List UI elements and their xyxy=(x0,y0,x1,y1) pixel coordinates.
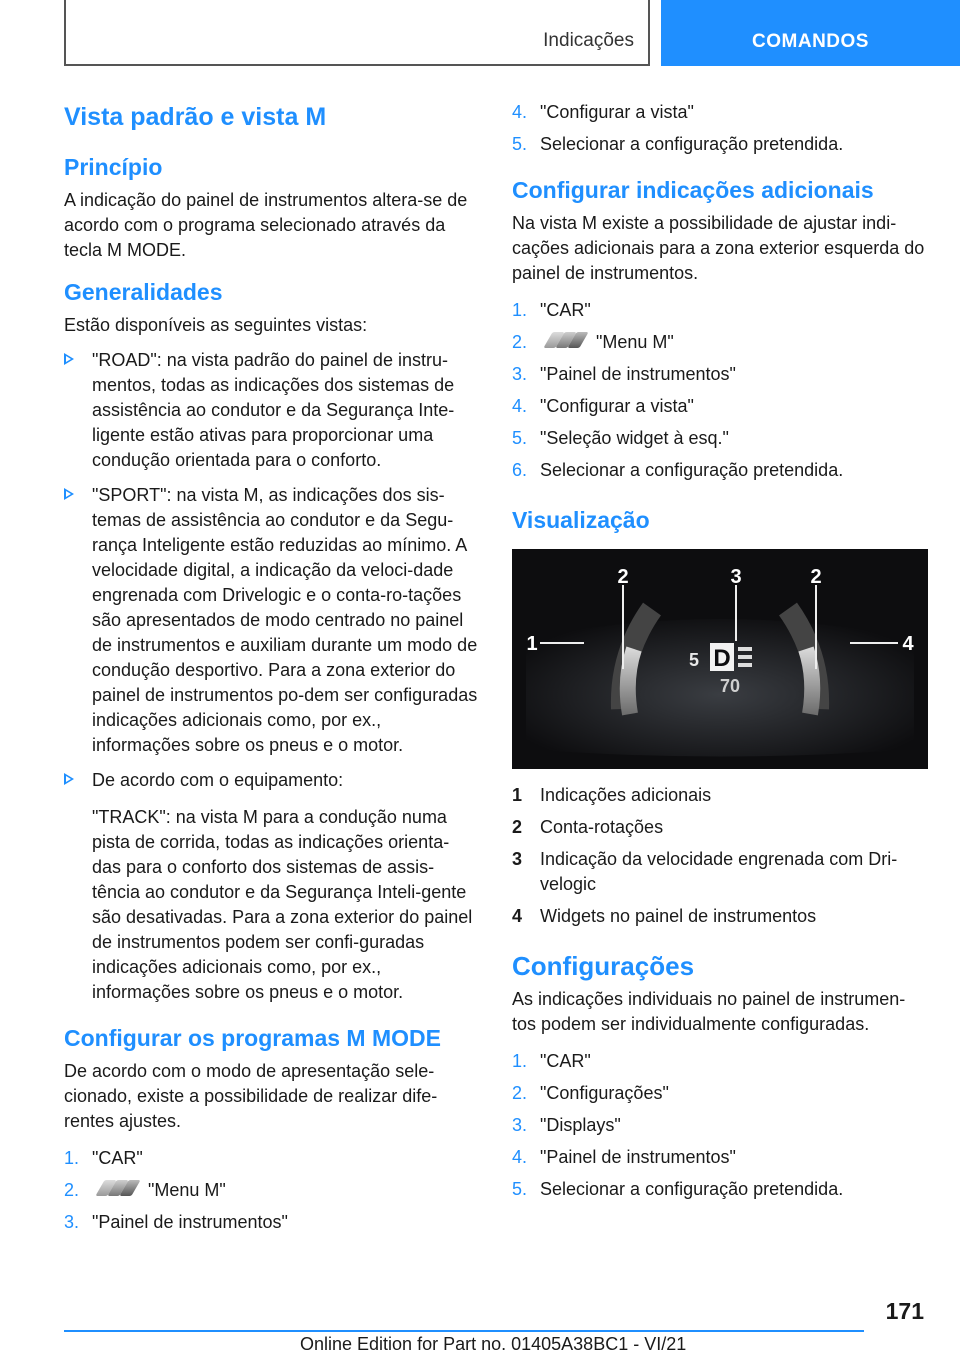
step-text: "CAR" xyxy=(92,1148,143,1168)
step-item xyxy=(512,426,928,451)
callout-label-1: 1 xyxy=(526,633,538,655)
list-item xyxy=(64,348,478,473)
page-number: 171 xyxy=(885,1298,924,1324)
triangle-bullet-icon xyxy=(64,773,74,785)
callout-label-4: 4 xyxy=(902,633,914,655)
step-text: "Menu M" xyxy=(148,1180,226,1200)
adicionais-steps xyxy=(512,298,928,483)
callout-label-3: 3 xyxy=(730,566,742,588)
step-number: 5. xyxy=(512,134,528,154)
list-item xyxy=(64,483,478,758)
triangle-bullet-icon xyxy=(64,353,74,365)
right-tachometer-fill xyxy=(806,649,812,714)
left-tachometer-fill xyxy=(628,649,634,714)
step-number: 5. xyxy=(512,1179,528,1199)
gear-bar-2 xyxy=(738,655,752,659)
step-text: "Menu M" xyxy=(596,332,674,352)
callout-label-2-left: 2 xyxy=(617,566,629,588)
step-item xyxy=(64,1146,478,1171)
views-list xyxy=(64,348,478,1005)
step-number: 4. xyxy=(512,102,528,122)
step-text: "Displays" xyxy=(540,1115,621,1135)
gear-bar-1 xyxy=(738,647,752,651)
mmode-text: De acordo com o modo de apresentação sele‐cionado, existe a possibilidade de realizar dife‐rentes ajustes. xyxy=(64,1061,438,1131)
step-item xyxy=(512,1081,928,1106)
generalidades-heading: Generalidades xyxy=(64,279,223,305)
step-text: Selecionar a configuração pretendida. xyxy=(540,460,844,480)
legend-item xyxy=(512,815,928,840)
step-number: 2. xyxy=(512,1083,528,1103)
step-item xyxy=(512,1177,928,1202)
gear-bar-3 xyxy=(738,663,752,667)
header-chapter-tab xyxy=(661,0,960,66)
step-text: "Painel de instrumentos" xyxy=(92,1212,288,1232)
left-column xyxy=(64,100,478,1245)
principio-text: A indicação do painel de instrumentos altera-se de acordo com o programa selecionado através da tecla M MODE. xyxy=(64,190,468,260)
legend-text: Conta-rotações xyxy=(540,817,664,837)
step-item xyxy=(512,458,928,483)
step-item xyxy=(512,1049,928,1074)
legend-item xyxy=(512,783,928,808)
m-menu-icon xyxy=(540,332,588,350)
step-number: 1. xyxy=(512,1051,528,1071)
legend-text: Indicações adicionais xyxy=(540,785,712,805)
step-number: 6. xyxy=(512,460,528,480)
right-column xyxy=(512,100,928,1212)
legend-number: 3 xyxy=(512,849,523,869)
callout-label-2-right: 2 xyxy=(810,566,822,588)
step-item xyxy=(512,1145,928,1170)
mmode-steps xyxy=(64,1146,478,1235)
legend-number: 2 xyxy=(512,817,523,837)
legend-text: Indicação da velocidade engrenada com Dri‐velogic xyxy=(540,849,898,894)
step-number: 5. xyxy=(512,428,528,448)
step-number: 4. xyxy=(512,1147,528,1167)
step-item xyxy=(512,394,928,419)
step-text: "Configurações" xyxy=(540,1083,669,1103)
page-title: Vista padrão e vista M xyxy=(64,103,327,131)
footer-divider xyxy=(64,1330,864,1332)
list-item xyxy=(64,768,478,1005)
step-number: 2. xyxy=(64,1180,80,1200)
gear-number-label: 5 xyxy=(688,650,700,670)
step-text: "Configurar a vista" xyxy=(540,396,694,416)
page-header xyxy=(64,0,960,66)
step-text: "CAR" xyxy=(540,1051,591,1071)
step-text: "Configurar a vista" xyxy=(540,102,694,122)
drive-mode-label: D xyxy=(713,645,731,672)
list-item-text: De acordo com o equipamento: xyxy=(92,770,344,790)
step-item xyxy=(512,330,928,355)
step-number: 4. xyxy=(512,396,528,416)
step-text: "Painel de instrumentos" xyxy=(540,1147,736,1167)
step-text: Selecionar a configuração pretendida. xyxy=(540,1179,844,1199)
generalidades-intro: Estão disponíveis as seguintes vistas: xyxy=(64,315,368,335)
step-number: 1. xyxy=(64,1148,80,1168)
step-text: "CAR" xyxy=(540,300,591,320)
configuracoes-heading: Configurações xyxy=(512,951,695,981)
configuracoes-steps xyxy=(512,1049,928,1202)
m-menu-icon xyxy=(92,1180,140,1198)
footer-edition: Online Edition for Part no. 01405A38BC1 - VI/21 xyxy=(300,1334,687,1354)
principio-heading: Princípio xyxy=(64,154,163,180)
header-chapter-label: COMANDOS xyxy=(752,31,869,52)
step-number: 3. xyxy=(512,364,528,384)
figure-legend xyxy=(512,783,928,929)
list-item-text: "SPORT": na vista M, as indicações dos sis‐temas de assistência ao condutor e da Segu‐rança Inteligente estão reduzidas ao mínimo. A velocidade digital, a indicação da veloci‐dade engrenada com Drivelogic e o conta-ro‐tações são apresentados de modo centrado no painel de instrumentos e auxiliam durante um modo de condução desportivo. Para a zona exterior do painel de instrumentos po‐dem ser configuradas indicações adicionais como, por ex., informações sobre os pneus e o motor. xyxy=(92,485,478,755)
list-item-subtext: "TRACK": na vista M para a condução numa pista de corrida, todas as indicações orienta‐das para o conforto dos sistemas de assis‐tência ao condutor e da Segurança Inteli‐gente são desativadas. Para a zona exterior do painel de instrumentos podem ser confi‐guradas indicações adicionais como, por ex., informações sobre os pneus e o motor. xyxy=(92,807,473,1002)
header-section-label: Indicações xyxy=(543,30,634,51)
step-item xyxy=(64,1210,478,1235)
adicionais-text: Na vista M existe a possibilidade de ajustar indi‐cações adicionais para a zona exterior esquerda do painel de instrumentos. xyxy=(512,213,925,283)
configuracoes-text: As indicações individuais no painel de instrumen‐tos podem ser individualmente configuradas. xyxy=(512,989,906,1034)
legend-text: Widgets no painel de instrumentos xyxy=(540,906,817,926)
step-text: "Seleção widget à esq." xyxy=(540,428,729,448)
legend-number: 4 xyxy=(512,906,523,926)
adicionais-heading: Configurar indicações adicionais xyxy=(512,177,874,203)
step-item xyxy=(512,100,928,125)
mmode-steps-continued xyxy=(512,100,928,157)
legend-item xyxy=(512,904,928,929)
step-number: 2. xyxy=(512,332,528,352)
step-number: 3. xyxy=(512,1115,528,1135)
step-item xyxy=(512,298,928,323)
instrument-cluster-figure xyxy=(512,549,928,769)
legend-item xyxy=(512,847,928,897)
header-section-box xyxy=(64,0,650,66)
triangle-bullet-icon xyxy=(64,488,74,500)
step-item xyxy=(512,362,928,387)
step-number: 3. xyxy=(64,1212,80,1232)
step-item xyxy=(512,132,928,157)
visualizacao-heading: Visualização xyxy=(512,507,650,533)
mmode-heading: Configurar os programas M MODE xyxy=(64,1025,441,1051)
step-item xyxy=(64,1178,478,1203)
step-text: Selecionar a configuração pretendida. xyxy=(540,134,844,154)
step-number: 1. xyxy=(512,300,528,320)
step-text: "Painel de instrumentos" xyxy=(540,364,736,384)
speed-readout: 70 xyxy=(719,676,741,696)
legend-number: 1 xyxy=(512,785,523,805)
list-item-text: "ROAD": na vista padrão do painel de instru‐mentos, todas as indicações dos sistemas de assistência ao condutor e da Segurança Inte‐ligente estão ativas para proporcionar uma condução orientada para o conforto. xyxy=(92,350,455,470)
step-item xyxy=(512,1113,928,1138)
